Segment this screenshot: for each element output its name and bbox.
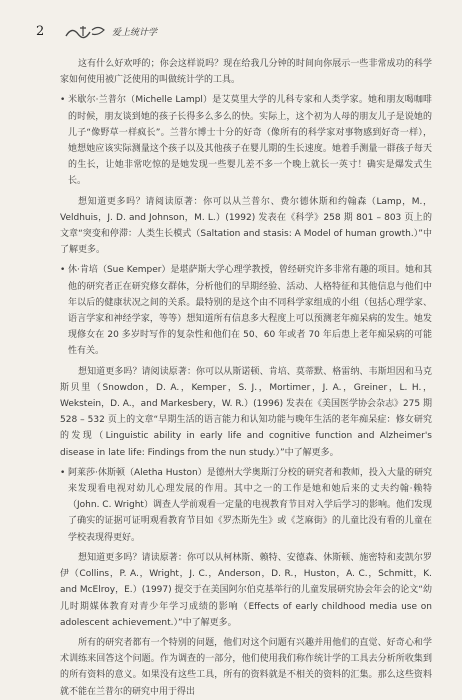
list-item — [60, 92, 432, 189]
bullet-icon: • — [60, 265, 66, 276]
closing-paragraph: 所有的研究者都有一个特别的问题，他们对这个问题有兴趣并用他们的直觉、好奇心和学术训练来回答这个问题。作为调查的一部分，他们使用我们称作统计学的工具去分析所收集到的所有资料的意义。如果没有这些工具，所有的资料就是不相关的资料的汇集。那么这些资料就不能在兰普尔的研究中用于得出 — [60, 637, 432, 697]
list-item — [60, 465, 432, 546]
page-header — [36, 24, 432, 44]
book-title: 爱上统计学 — [112, 28, 158, 38]
researcher-lampl-text: 米歇尔·兰普尔（Michelle Lampl）是艾莫里大学的儿科专家和人类学家。她和朋友喝咖啡的时候，朋友谈到她的孩子长得多么多么的快。实际上，这个初为人母的朋友儿子是说她的儿子“像野草一样疯长”。兰普尔博士十分的好奇（像所有的科学家对事物感到好奇一样），她想她应该实际测量这个孩子以及其他孩子在婴儿期的生长速度。她着手测量一群孩子每天的生长，让她非常吃惊的是她发现一些婴儿差不多一个晚上就长一英寸！确实是爆发式生长。 — [68, 95, 432, 187]
researcher-kemper-text: 休·肯培（Sue Kemper）是堪萨斯大学心理学教授，曾经研究许多非常有趣的项目。她和其他的研究者正在研究修女群体，分析他们的早期经验、活动、人格特征和其他信息与他们中年以后的健康状况之间的关系。最特别的是这个由不同科学家组成的小组（包括心理学家、语言学家和神经学家，等等）想知道所有信息多大程度上可以预测老年痴呆病的发生。她发现修女在 20 多岁时写作的复杂性和他们在 50、60 年或者 70 年后患上老年痴呆病的可能性有关。 — [68, 265, 432, 357]
reference-paragraph: 想知道更多吗？请阅读原著：你可以从兰普尔、费尔德休斯和约翰森（Lamp，M.，Veldhuis，J. D. and Johnson，M. L.）(1992) 发表在《科学》258 期 801 – 803 页上的文章“突变和停滞：人类生长模式（Saltation and stasis: A Model of human growth.）”中了解更多。 — [60, 196, 432, 256]
page-number: 2 — [36, 24, 45, 39]
book-logo-icon — [64, 24, 108, 40]
reference-paragraph: 想知道更多吗？请读原著：你可以从柯林斯、赖特、安德森、休斯顿、施密特和麦凯尔罗伊（Collins，P. A.，Wright，J. C.，Anderson，D. R.，Huston，A. C.，Schmitt，K. and McElroy，E.）(1997) 提交于在美国阿尔伯克基举行的儿童发展研究协会年会的论文“幼儿时期媒体教育对青少年学习成绩的影响（Effects of early childhood media use on adolescent achievement.）”中了解更多。 — [60, 552, 432, 628]
reference-paragraph: 想知道更多吗？请阅读原著：你可以从斯诺顿、肯培、莫蒂默、格雷纳、韦斯坦因和马克斯贝里（Snowdon，D. A.，Kemper，S. J.，Mortimer，J. A.，Greiner，L. H.，Wekstein，D. A.，and Markesbery，W. R.）(1996) 发表在《美国医学协会杂志》275 期 528 – 532 页上的文章“早期生活的语言能力和认知功能与晚年生活的老年痴呆症：修女研究的发现（Linguistic ability in early life and cognitive function and Alzheimer's disease in late life: Findings from the nun study.）”中了解更多。 — [60, 366, 432, 458]
researcher-huston-text: 阿莱莎·休斯顿（Aletha Huston）是德州大学奥斯汀分校的研究者和教师，投入大量的研究来发现看电视对幼儿心理发展的作用。其中之一的工作是她和她后来的丈夫约翰·赖特（John. C. Wright）调查人学前观看一定量的电视教育节目对入学后学习的影响。他们发现了确实的证据可证明观看教育节目如《罗杰斯先生》或《芝麻街》的儿童比没有看的儿童在学校表现得更好。 — [68, 467, 432, 543]
page-body — [60, 56, 432, 700]
bullet-icon: • — [60, 467, 66, 478]
intro-paragraph: 这有什么好欢呼的；你会这样说吗？现在给我几分钟的时间向你展示一些非常成功的科学家如何使用被广泛使用的叫做统计学的工具。 — [60, 59, 432, 86]
list-item — [60, 262, 432, 359]
bullet-icon: • — [60, 95, 66, 106]
